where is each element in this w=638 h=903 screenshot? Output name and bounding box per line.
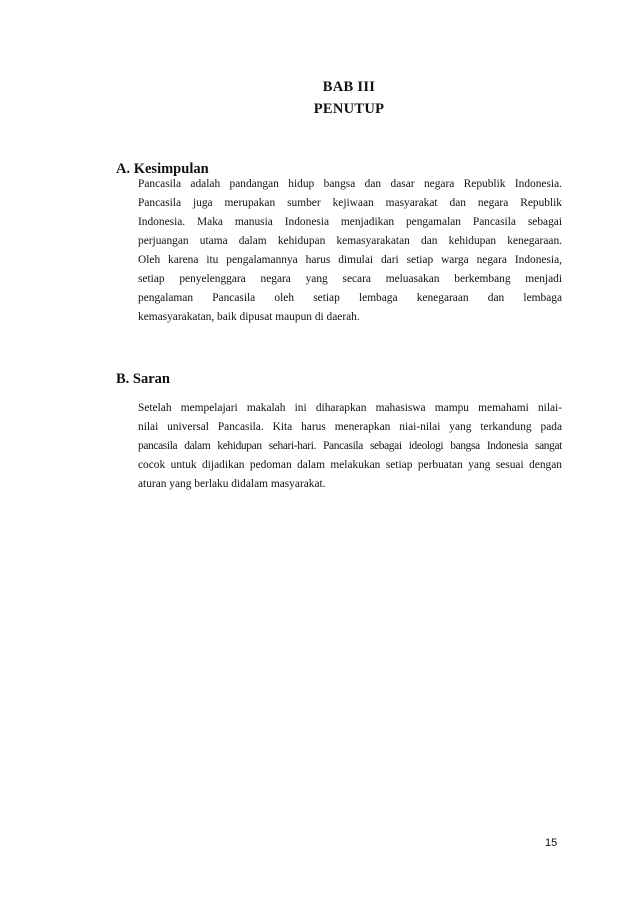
paragraph-line: pancasila dalam kehidupan sehari-hari. Pancasila sebagai ideologi bangsa Indonesia sangat — [138, 440, 562, 452]
section-heading-kesimpulan: A. Kesimpulan — [116, 161, 209, 177]
paragraph-line: pengalaman Pancasila oleh setiap lembaga kenegaraan dan lembaga — [138, 292, 562, 304]
paragraph-line: setiap penyelenggara negara yang secara meluasakan berkembang menjadi — [138, 273, 562, 285]
paragraph-line: aturan yang berlaku didalam masyarakat. — [138, 478, 326, 490]
paragraph-line: nilai universal Pancasila. Kita harus menerapkan niai-nilai yang terkandung pada — [138, 421, 562, 433]
section-heading-saran: B. Saran — [116, 371, 170, 387]
paragraph-line: Pancasila adalah pandangan hidup bangsa dan dasar negara Republik Indonesia. — [138, 178, 562, 190]
paragraph-line: Oleh karena itu pengalamannya harus dimulai dari setiap warga negara Indonesia, — [138, 254, 562, 266]
chapter-number: BAB III — [322, 79, 376, 95]
paragraph-line: Setelah mempelajari makalah ini diharapkan mahasiswa mampu memahami nilai- — [138, 402, 562, 414]
paragraph-line: perjuangan utama dalam kehidupan kemasyarakatan dan kehidupan kenegaraan. — [138, 235, 562, 247]
paragraph-kesimpulan — [138, 175, 562, 327]
paragraph-line: cocok untuk dijadikan pedoman dalam melakukan setiap perbuatan yang sesuai dengan — [138, 459, 562, 471]
paragraph-line: kemasyarakatan, baik dipusat maupun di daerah. — [138, 311, 360, 323]
page-number: 15 — [545, 837, 558, 849]
paragraph-line: Pancasila juga merupakan sumber kejiwaan masyarakat dan negara Republik — [138, 197, 562, 209]
paragraph-saran — [138, 399, 562, 494]
paragraph-line: Indonesia. Maka manusia Indonesia menjadikan pengamalan Pancasila sebagai — [138, 216, 562, 228]
chapter-title: PENUTUP — [313, 101, 385, 117]
chapter-heading — [0, 76, 638, 120]
